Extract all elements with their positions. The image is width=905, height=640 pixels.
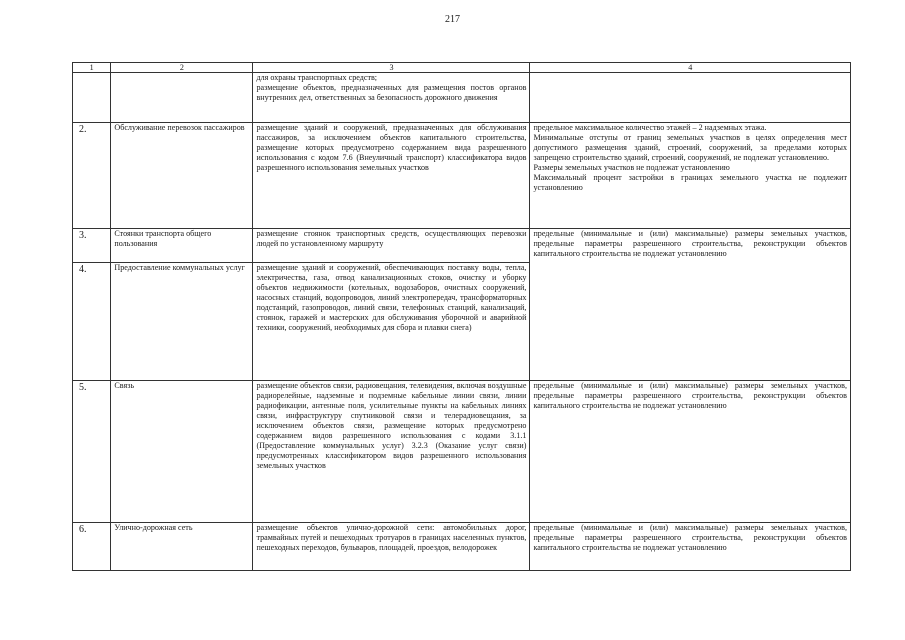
- usage-paragraph: размещение зданий и сооружений, предназначенных для обслуживания пассажиров, за исключением объектов капитального строительства, размещение которых предусмотрено содержанием вида разрешенного использования с кодом 7.6 (Внеуличный транспорт) классификатора видов разрешенного использования земельных участков: [256, 123, 527, 172]
- row-number: 2.: [73, 123, 111, 229]
- usage-paragraph: размещение зданий и сооружений, обеспечивающих поставку воды, тепла, электричества, газа, отвод канализационных стоков, очистку и уборку объектов недвижимости (котельных, водозаборов, очистных сооружений, насосных станций, водопроводов, линий электропередач, трансформаторных подстанций, газопроводов, линий связи, телефонных станций, канализаций, стоянок, гаражей и мастерских для обслуживания уборочной и аварийной техники, сооружений, необходимых для сбора и плавки снега): [256, 263, 527, 332]
- header-col-4: 4: [530, 63, 851, 73]
- row-params: [530, 523, 851, 571]
- table-header-row: [73, 63, 851, 73]
- header-col-1: 1: [73, 63, 111, 73]
- row-usage: [253, 263, 530, 381]
- params-paragraph: Минимальные отступы от границ земельных участков в целях определения мест допустимого размещения зданий, строений, сооружений, за пределами которых запрещено строительство зданий, строений, сооружений, не подлежат установлению.: [533, 133, 847, 162]
- land-use-table: [72, 62, 851, 571]
- page-number: 217: [445, 14, 460, 25]
- row-name: Связь: [111, 381, 253, 523]
- usage-paragraph: размещение объектов, предназначенных для размещения постов органов внутренних дел, ответственных за безопасность дорожного движения: [256, 83, 527, 102]
- params-paragraph: предельные (минимальные и (или) максимальные) размеры земельных участков, предельные параметры разрешенного строительства, реконструкции объектов капитального строительства не подлежат установлению: [533, 229, 847, 258]
- row-params: [530, 123, 851, 229]
- params-paragraph: предельное максимальное количество этажей – 2 надземных этажа.: [533, 123, 767, 132]
- usage-paragraph: размещение объектов связи, радиовещания, телевидения, включая воздушные радиорелейные, надземные и подземные кабельные линии связи, линии радиофикации, антенные поля, усилительные пункты на кабельных линиях связи, инфраструктуру спутниковой связи и телерадиовещания, за исключением объектов связи, размещение которых предусмотрено содержанием видов разрешенного использования с кодами 3.1.1 (Предоставление коммунальных услуг) 3.2.3 (Оказание услуг связи) предусмотренных классификатором видов разрешенного использования земельных участков: [256, 381, 527, 470]
- row-name: Улично-дорожная сеть: [111, 523, 253, 571]
- table-row: [73, 229, 851, 263]
- row-params: [530, 229, 851, 381]
- params-paragraph: Размеры земельных участков не подлежат установлению: [533, 163, 730, 172]
- row-usage: [253, 523, 530, 571]
- row-params: [530, 73, 851, 123]
- row-params: [530, 381, 851, 523]
- params-paragraph: предельные (минимальные и (или) максимальные) размеры земельных участков, предельные параметры разрешенного строительства, реконструкции объектов капитального строительства не подлежат установлению: [533, 381, 847, 410]
- usage-paragraph: размещение стоянок транспортных средств, осуществляющих перевозки людей по установленному маршруту: [256, 229, 527, 248]
- table-row: [73, 123, 851, 229]
- row-name: Стоянки транспорта общего пользования: [111, 229, 253, 263]
- row-name: Предоставление коммунальных услуг: [111, 263, 253, 381]
- row-number: [73, 73, 111, 123]
- header-col-3: 3: [253, 63, 530, 73]
- row-number: 3.: [73, 229, 111, 263]
- table-row: [73, 73, 851, 123]
- row-number: 4.: [73, 263, 111, 381]
- row-number: 5.: [73, 381, 111, 523]
- row-number: 6.: [73, 523, 111, 571]
- usage-paragraph: для охраны транспортных средств;: [256, 73, 378, 82]
- usage-paragraph: размещение объектов улично-дорожной сети: автомобильных дорог, трамвайных путей и пешеходных тротуаров в границах населенных пунктов, пешеходных переходов, бульваров, площадей, проездов, велодорожек: [256, 523, 527, 552]
- row-usage: [253, 381, 530, 523]
- row-usage: [253, 73, 530, 123]
- header-col-2: 2: [111, 63, 253, 73]
- row-name: [111, 73, 253, 123]
- params-paragraph: предельные (минимальные и (или) максимальные) размеры земельных участков, предельные параметры разрешенного строительства, реконструкции объектов капитального строительства не подлежат установлению: [533, 523, 847, 552]
- row-usage: [253, 123, 530, 229]
- table-row: [73, 523, 851, 571]
- row-name: Обслуживание перевозок пассажиров: [111, 123, 253, 229]
- params-paragraph: Максимальный процент застройки в границах земельного участка не подлежит установлению: [533, 173, 847, 192]
- table-row: [73, 381, 851, 523]
- row-usage: [253, 229, 530, 263]
